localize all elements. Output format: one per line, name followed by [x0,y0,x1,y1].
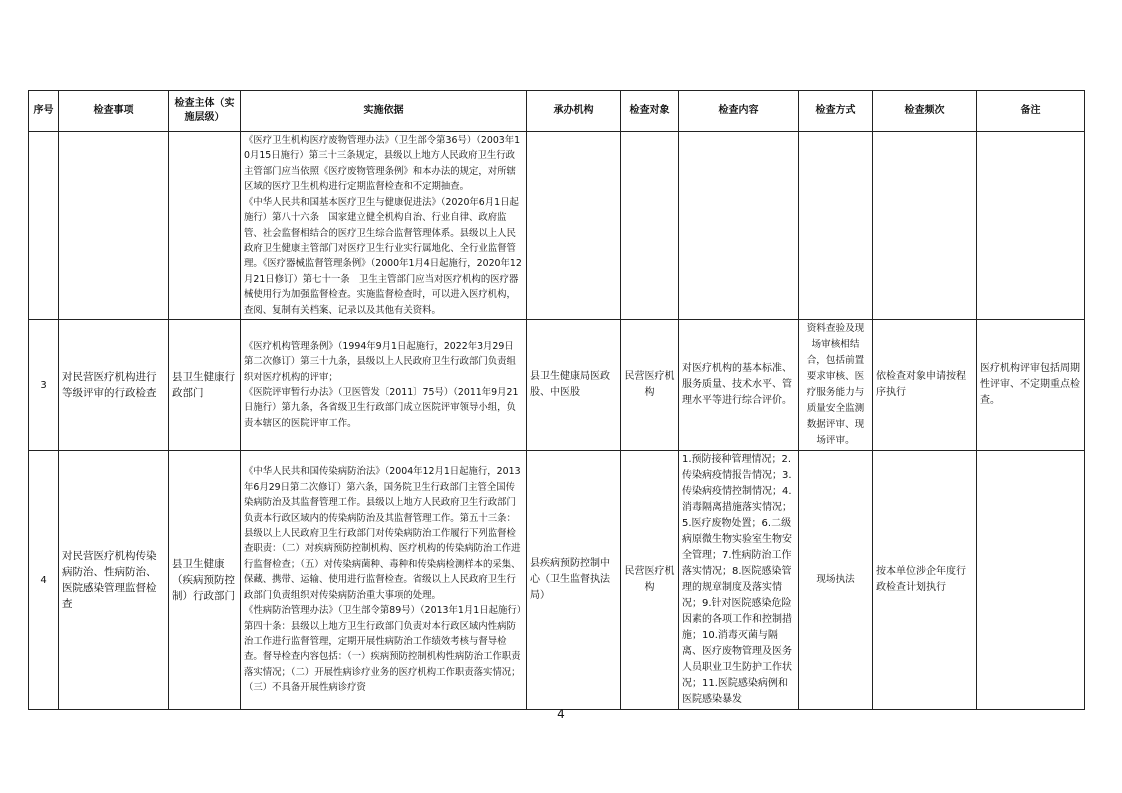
header-row [29,91,1085,132]
cell-method: 现场执法 [799,451,873,710]
cell-org [527,132,621,320]
table-row [29,132,1085,320]
header-subject: 检查主体（实施层级） [169,91,241,132]
cell-object: 民营医疗机构 [621,451,679,710]
cell-method [799,132,873,320]
cell-basis [241,451,527,710]
cell-content: 对医疗机构的基本标准、服务质量、技术水平、管理水平等进行综合评价。 [679,320,799,451]
cell-no [29,132,59,320]
cell-frequency [873,132,977,320]
cell-no: 4 [29,451,59,710]
cell-content: 1.预防接种管理情况；2.传染病疫情报告情况；3.传染病疫情控制情况；4.消毒隔离措施落实情况；5.医疗废物处置；6.二级病原微生物实验室生物安全管理；7.性病防治工作落实情况；8.医院感染管理的规章制度及落实情况；9.针对医院感染危险因素的各项工作和控制措施；10.消毒灭菌与隔离、医疗废物管理及医务人员职业卫生防护工作状况；11.医院感染病例和医院感染暴发 [679,451,799,710]
header-org: 承办机构 [527,91,621,132]
basis-paragraph: 《医院评审暂行办法》（卫医管发〔2011〕75号）（2011年9月21日施行）第九条，各省级卫生行政部门成立医院评审领导小组，负责本辖区的医院评审工作。 [244,387,519,429]
cell-content [679,132,799,320]
cell-method: 资料查验及现场审核相结合，包括前置要求审核、医疗服务能力与质量安全监测数据评审、现场评审。 [799,320,873,451]
header-frequency: 检查频次 [873,91,977,132]
cell-notes: 医疗机构评审包括周期性评审、不定期重点检查。 [977,320,1085,451]
cell-subject: 县卫生健康（疾病预防控制）行政部门 [169,451,241,710]
cell-no: 3 [29,320,59,451]
cell-object: 民营医疗机构 [621,320,679,451]
inspection-table [28,90,1085,710]
cell-subject [169,132,241,320]
header-basis: 实施依据 [241,91,527,132]
cell-frequency: 按本单位涉企年度行政检查计划执行 [873,451,977,710]
basis-paragraph: 《中华人民共和国基本医疗卫生与健康促进法》（2020年6月1日起施行）第八十六条 国家建立健全机构自治、行业自律、政府监管、社会监督相结合的医疗卫生综合监督管理体系。县级以上人民政府卫生健康主管部门对医疗卫生行业实行属地化、全行业监督管理。《医疗器械监督管理条例》（2000年1月4日起施行，2020年12月21日修订）第七十一条 卫生主管部门应当对医疗机构的医疗器械使用行为加强监督检查。实施监督检查时，可以进入医疗机构，查阅、复制有关档案、记录以及其他有关资料。 [244,196,522,316]
cell-item [59,132,169,320]
cell-item: 对民营医疗机构传染病防治、性病防治、医院感染管理监督检查 [59,451,169,710]
cell-notes [977,132,1085,320]
page-number: 4 [557,707,565,721]
header-method: 检查方式 [799,91,873,132]
cell-object [621,132,679,320]
cell-subject: 县卫生健康行政部门 [169,320,241,451]
cell-item: 对民营医疗机构进行等级评审的行政检查 [59,320,169,451]
cell-basis [241,320,527,451]
basis-paragraph: 《性病防治管理办法》（卫生部令第89号）（2013年1月1日起施行）第四十条：县级以上地方卫生行政部门负责对本行政区域内性病防治工作进行监督管理，定期开展性病防治工作绩效考核与督导检查。督导检查内容包括：（一）疾病预防控制机构性病防治工作职责落实情况；（二）开展性病诊疗业务的医疗机构工作职责落实情况；（三）不具备开展性病诊疗资 [244,605,522,694]
cell-org: 县卫生健康局医政股、中医股 [527,320,621,451]
cell-notes [977,451,1085,710]
cell-frequency: 依检查对象申请按程序执行 [873,320,977,451]
cell-org: 县疾病预防控制中心（卫生监督执法局） [527,451,621,710]
header-item: 检查事项 [59,91,169,132]
header-no: 序号 [29,91,59,132]
basis-paragraph: 《医疗卫生机构医疗废物管理办法》（卫生部令第36号）（2003年10月15日施行）第三十三条规定，县级以上地方人民政府卫生行政主管部门应当依照《医疗废物管理条例》和本办法的规定，对所辖区域的医疗卫生机构进行定期监督检查和不定期抽查。 [244,135,521,193]
header-object: 检查对象 [621,91,679,132]
table-row [29,451,1085,710]
header-notes: 备注 [977,91,1085,132]
basis-paragraph: 《医疗机构管理条例》（1994年9月1日起施行，2022年3月29日第二次修订）第三十九条，县级以上人民政府卫生行政部门负责组织对医疗机构的评审； [244,340,516,383]
cell-basis [241,132,527,320]
header-content: 检查内容 [679,91,799,132]
basis-paragraph: 《中华人民共和国传染病防治法》（2004年12月1日起施行，2013年6月29日第二次修订）第六条，国务院卫生行政部门主管全国传染病防治及其监督管理工作。县级以上地方人民政府卫生行政部门负责本行政区域内的传染病防治及其监督管理工作。第五十三条：县级以上人民政府卫生行政部门对传染病防治工作履行下列监督检查职责：（二）对疾病预防控制机构、医疗机构的传染病防治工作进行监督检查；（五）对传染病菌种、毒种和传染病检测样本的采集、保藏、携带、运输、使用进行监督检查。省级以上人民政府卫生行政部门负责组织对传染病防治重大事项的处理。 [244,466,521,601]
table-row [29,320,1085,451]
